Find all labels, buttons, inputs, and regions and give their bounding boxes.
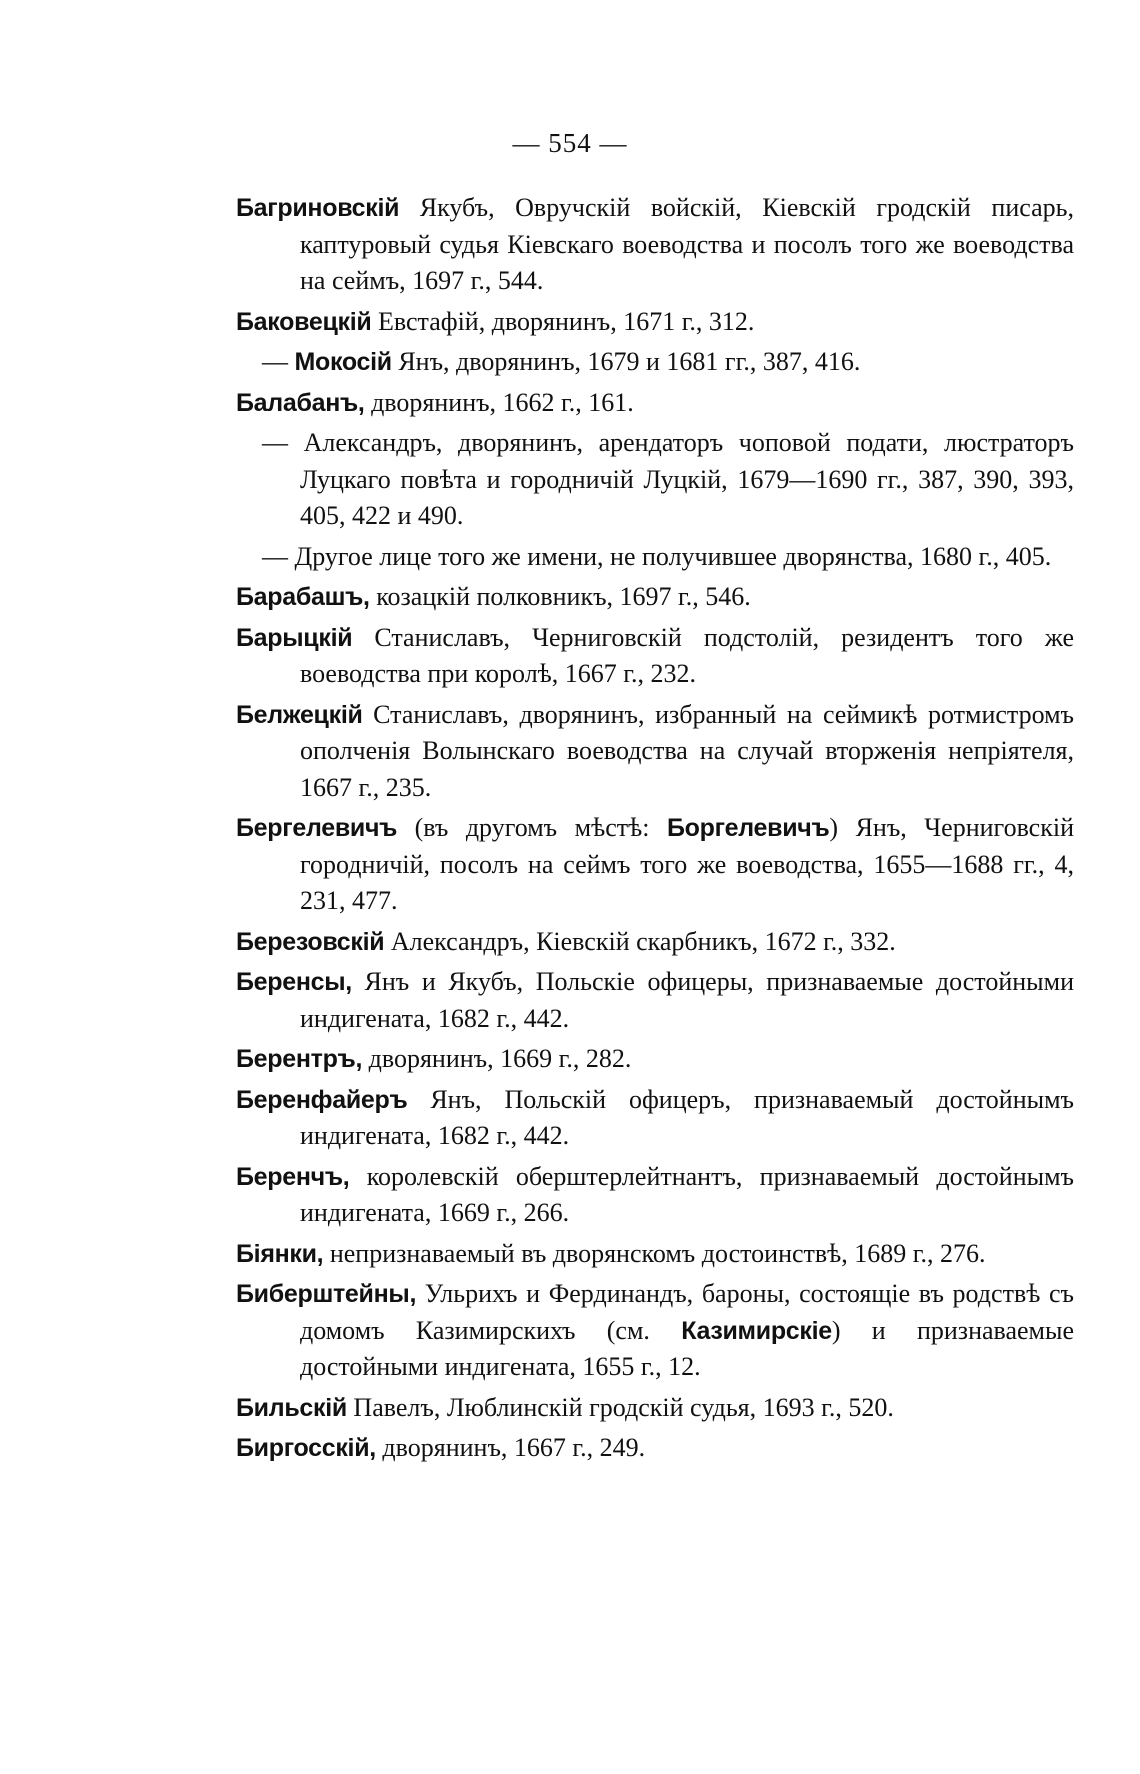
entry-name: Багриновскій xyxy=(236,194,400,222)
index-entry xyxy=(236,190,1074,300)
entry-name: Берентръ, xyxy=(236,1045,363,1073)
index-entry xyxy=(236,620,1074,693)
index-entry xyxy=(236,344,1074,381)
entry-text: Янъ и Якубъ, Польскіе офицеры, признаваемые достойными индигената, 1682 г., 442. xyxy=(300,967,1074,1033)
entry-name: Биберштейны, xyxy=(236,1280,417,1308)
index-entry xyxy=(236,1276,1074,1386)
entry-text: Янъ, дворянинъ, 1679 и 1681 гг., 387, 416. xyxy=(391,347,861,376)
entry-text: Станиславъ, Черниговскій подстолій, резидентъ того же воеводства при королѣ, 1667 г., 232. xyxy=(300,622,1074,688)
entry-text: (въ другомъ мѣстѣ: xyxy=(397,813,667,842)
index-entry xyxy=(236,579,1074,616)
entry-name: Балабанъ, xyxy=(236,388,365,417)
index-entry xyxy=(236,1159,1074,1232)
entry-text: Янъ, Польскій офицеръ, признаваемый достойнымъ индигената, 1682 г., 442. xyxy=(300,1084,1074,1150)
entry-text: непризнаваемый въ дворянскомъ достоинствѣ, 1689 г., 276. xyxy=(323,1238,986,1268)
entry-name: Березовскій xyxy=(236,927,385,956)
entry-cross-reference-name: Боргелевичъ xyxy=(666,814,830,842)
entry-text: Станиславъ, дворянинъ, избранный на сеймикѣ ротмистромъ ополченія Волынскаго воеводства на случай вторженія непріятеля, 1667 г., 235. xyxy=(300,699,1074,802)
entry-name: Бильскій xyxy=(236,1393,347,1422)
entry-text: Александръ, Кіевскій скарбникъ, 1672 г., 332. xyxy=(384,926,896,956)
index-entry xyxy=(236,964,1074,1037)
entry-name: Беренфайеръ xyxy=(236,1085,408,1114)
entry-name: Біянки, xyxy=(236,1239,324,1268)
entry-list xyxy=(236,190,1074,1471)
entry-text-continued: ) Янъ, Черниговскій городничій, посолъ на сеймъ того же воеводства, 1655—1688 гг., 4, 231, 477. xyxy=(300,813,1074,915)
entry-dash: — xyxy=(262,347,295,376)
entry-name: Бергелевичъ xyxy=(236,814,398,842)
entry-text: Евстафій, дворянинъ, 1671 г., 312. xyxy=(371,306,755,336)
index-entry xyxy=(236,697,1074,807)
entry-dash: — xyxy=(262,428,304,457)
entry-text: Павелъ, Люблинскій гродскій судья, 1693 г., 520. xyxy=(346,1392,894,1422)
index-entry xyxy=(236,1082,1074,1155)
index-entry xyxy=(236,425,1074,535)
entry-name: Белжецкій xyxy=(236,700,363,729)
entry-name: Мокосій xyxy=(294,348,392,376)
entry-name: Беренчъ, xyxy=(236,1162,350,1191)
entry-name: Беренсы, xyxy=(236,968,352,996)
index-entry xyxy=(236,304,1074,341)
entry-name: Баковецкій xyxy=(236,307,372,336)
entry-text: дворянинъ, 1669 г., 282. xyxy=(362,1044,632,1073)
entry-text: козацкій полковникъ, 1697 г., 546. xyxy=(369,582,751,611)
index-entry xyxy=(236,1430,1074,1467)
entry-dash: — xyxy=(262,541,295,571)
entry-text: Александръ, дворянинъ, арендаторъ чоповой подати, люстраторъ Луцкаго повѣта и городничій Луцкій, 1679—1690 гг., 387, 390, 393, 405, 422 и 490. xyxy=(300,428,1074,530)
index-entry xyxy=(236,1236,1074,1273)
entry-cross-reference-name: Казимирскіе xyxy=(681,1316,832,1345)
entry-name: Биргосскій, xyxy=(236,1434,376,1462)
index-entry xyxy=(236,924,1074,961)
entry-name: Барыцкій xyxy=(236,623,353,652)
entry-text: Ульрихъ и Фердинандъ, бароны, состоящіе въ родствѣ съ домомъ Казимирскихъ (см. xyxy=(300,1279,1074,1345)
page-number: — 554 — xyxy=(512,128,628,158)
entry-name: Барабашъ, xyxy=(236,583,370,611)
index-entry xyxy=(236,1041,1074,1078)
entry-text: дворянинъ, 1667 г., 249. xyxy=(375,1433,646,1462)
entry-text: Якубъ, Овручскій войскій, Кіевскій гродскій писарь, каптуровый судья Кіевскаго воеводства и посолъ того же воеводства на сеймъ, 1697 г., 544. xyxy=(300,193,1074,295)
entry-text: королевскій оберштерлейтнантъ, признаваемый достойнымъ индигената, 1669 г., 266. xyxy=(300,1161,1074,1227)
index-entry xyxy=(236,385,1074,422)
entry-text: Другое лице того же имени, не получившее дворянства, 1680 г., 405. xyxy=(294,541,1052,571)
entry-text-continued: ) и признаваемые достойными индигената, 1655 г., 12. xyxy=(300,1315,1074,1381)
entry-text: дворянинъ, 1662 г., 161. xyxy=(364,387,634,417)
index-entry xyxy=(236,1390,1074,1427)
index-entry xyxy=(236,539,1074,576)
index-entry xyxy=(236,810,1074,920)
